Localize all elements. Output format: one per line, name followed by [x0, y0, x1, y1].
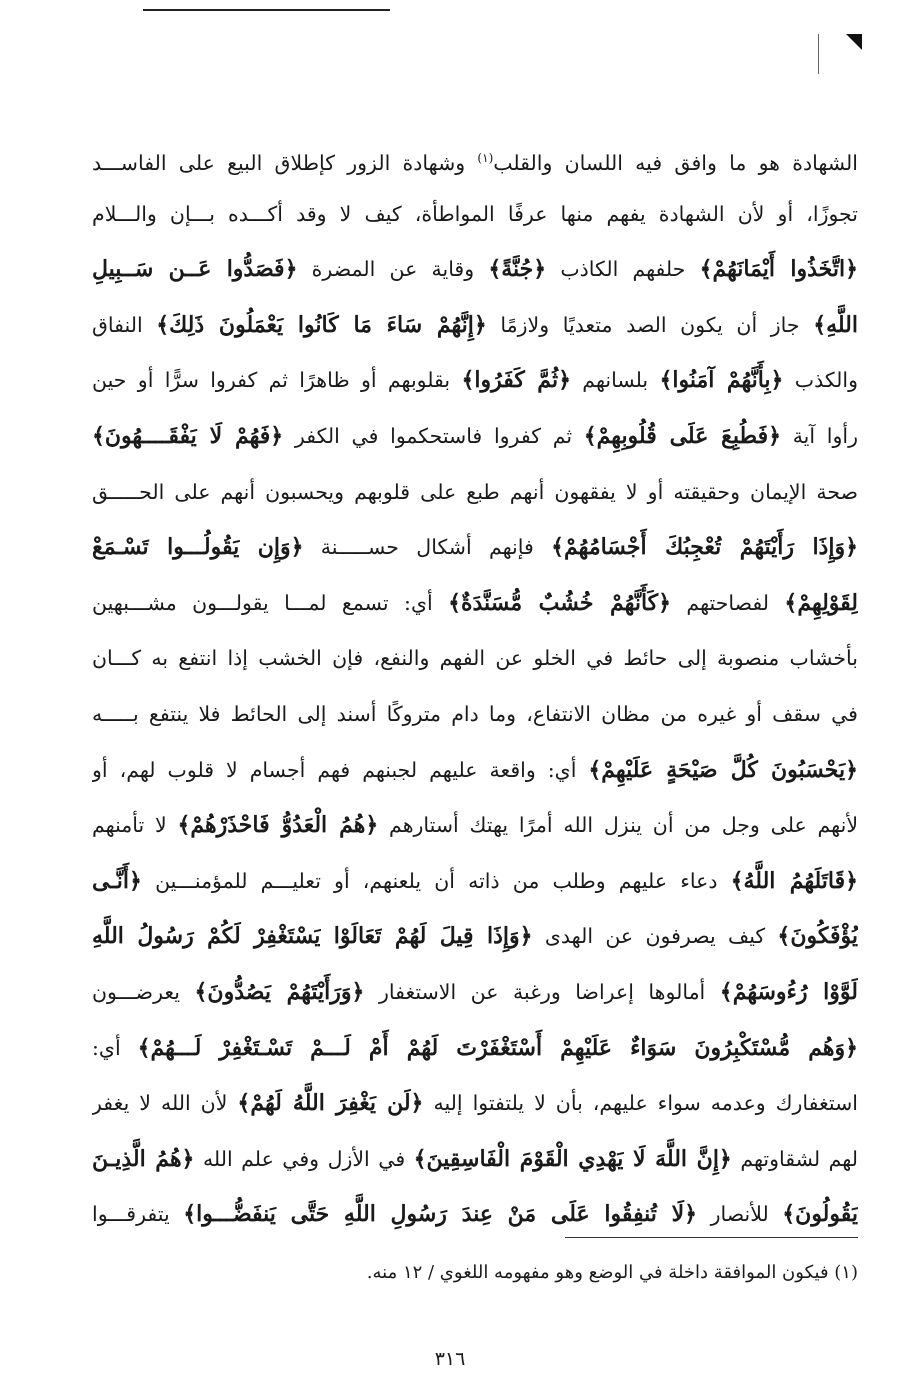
- commentary-text: حلفهم الكاذب: [546, 257, 700, 282]
- margin-line: [818, 34, 819, 74]
- text-line: [92, 1026, 858, 1082]
- commentary-text: فإنهم أشكال حســـــنة: [303, 535, 552, 560]
- text-line: [92, 414, 858, 470]
- commentary-text: لا تأمنهم: [92, 813, 178, 838]
- quran-quote: ﴿إِنَّ اللَّهَ لَا يَهْدِي الْقَوْمَ الْفَاسِقِينَ﴾: [413, 1145, 732, 1172]
- text-line: [92, 303, 858, 359]
- commentary-text: يعرضـــون: [92, 979, 195, 1004]
- quran-quote: ﴿أَنَّـى: [92, 867, 142, 894]
- text-line: [92, 192, 858, 248]
- quran-quote: ﴿وَهُم مُّسْتَكْبِرُونَ سَوَاءٌ عَلَيْهِمْ أَسْتَغْفَرْتَ لَهُمْ أَمْ لَـــمْ تَسْـتَغْفِرْ لَـــهُمْ﴾: [137, 1034, 858, 1061]
- quran-quote: ﴿قَاتَلَهُمُ اللَّهُ﴾: [730, 867, 858, 894]
- commentary-text: تجوزًا، أو لأن الشهادة يفهم منها عرفًا المواطأة، كيف لا وقد أكـــده بـــإن والـــلام: [92, 201, 858, 226]
- commentary-text: لأن الله لا يغفر: [92, 1091, 238, 1116]
- quran-quote: ﴿كَأَنَّهُمْ خُشُبٌ مُّسَنَّدَةٌ﴾: [448, 589, 672, 616]
- commentary-text: استغفارك وعدمه سواء عليهم، بأن لا يلتفتوا إليه: [423, 1091, 858, 1116]
- text-line: [92, 970, 858, 1026]
- quran-quote: اللَّهِ﴾: [813, 311, 858, 338]
- quran-quote: ﴿فَصَدُّوا عَــن سَــبِيلِ: [92, 256, 298, 283]
- commentary-text: لأنهم على وجل من أن ينزل الله أمرًا يهتك أستارهم: [378, 813, 858, 838]
- text-line: [92, 470, 858, 526]
- quran-quote: يُؤْفَكُونَ﴾: [777, 923, 858, 950]
- text-line: [92, 358, 858, 414]
- commentary-text: أي:: [92, 1035, 138, 1060]
- commentary-text: والكذب: [783, 368, 858, 393]
- commentary-text: كيف يصرفون عن الهدى: [532, 924, 778, 949]
- commentary-text: جاز أن يكون الصد متعديًا ولازمًا: [486, 312, 814, 337]
- text-line: [92, 1192, 858, 1248]
- commentary-text: رأوا آية: [780, 423, 858, 448]
- commentary-text: دعاء عليهم وطلب من ذاته أن يلعنهم، أو تعليـــم للمؤمنـــين: [141, 868, 731, 893]
- text-line: [92, 803, 858, 859]
- quran-quote: لِقَوْلِهِمْ﴾: [784, 589, 858, 616]
- quran-quote: ﴿اتَّخَذُوا أَيْمَانَهُمْ﴾: [699, 256, 858, 283]
- commentary-text: بلسانهم: [570, 368, 660, 393]
- commentary-text: أي: واقعة عليهم لجبنهم فهم أجسام لا قلوب لهم، أو: [92, 757, 589, 782]
- commentary-text: ثم كفروا فاستحكموا في الكفر: [283, 423, 584, 448]
- commentary-text: بأخشاب منصوبة إلى حائط في الخلو عن الفهم والنفع، فإن الخشب إذا انتفع به كـــان: [92, 646, 858, 671]
- commentary-text: النفاق: [92, 312, 157, 337]
- footnote-reference: (١): [477, 151, 494, 165]
- text-line: [92, 581, 858, 637]
- quran-quote: ﴿وَرَأَيْتَهُمْ يَصُدُّونَ﴾: [194, 978, 365, 1005]
- commentary-text: لفصاحتهم: [671, 590, 785, 615]
- quran-quote: ﴿إِنَّهُمْ سَاءَ مَا كَانُوا يَعْمَلُونَ ذَلِكَ﴾: [156, 311, 487, 338]
- commentary-text: وقاية عن المضرة: [297, 257, 489, 282]
- quran-quote: ﴿ثُمَّ كَفَرُوا﴾: [461, 367, 571, 394]
- text-line: [92, 1137, 858, 1193]
- commentary-text: في الأزل وفي علم الله: [194, 1146, 414, 1171]
- commentary-text: صحة الإيمان وحقيقته أو لا يفقهون أنهم طبع على قلوبهم ويحسبون أنهم على الحـــــق: [92, 479, 858, 504]
- top-rule: [143, 9, 390, 11]
- page-corner-marker: [846, 34, 862, 50]
- quran-quote: ﴿فَهُمْ لَا يَفْقَــــهُونَ﴾: [92, 422, 284, 449]
- quran-quote: ﴿يَحْسَبُونَ كُلَّ صَيْحَةٍ عَلَيْهِمْ﴾: [588, 756, 858, 783]
- footnote: (١) فيكون الموافقة داخلة في الوضع وهو مفهومه اللغوي / ١٢ منه.: [366, 1262, 858, 1283]
- quran-quote: يَقُولُونَ﴾: [782, 1201, 858, 1228]
- text-line: [92, 859, 858, 915]
- text-line: [92, 692, 858, 748]
- commentary-text: بقلوبهم أو ظاهرًا ثم كفروا سرًّا أو حين: [92, 368, 462, 393]
- quran-quote: ﴿هُمُ الَّذِيـنَ: [92, 1145, 195, 1172]
- quran-quote: ﴿وَإِذَا رَأَيْتَهُمْ تُعْجِبُكَ أَجْسَامُهُمْ﴾: [551, 534, 858, 561]
- commentary-text: لهم لشقاوتهم: [731, 1146, 858, 1171]
- text-line: [92, 914, 858, 970]
- quran-quote: ﴿هُمُ الْعَدُوُّ فَاحْذَرْهُمْ﴾: [177, 812, 379, 839]
- commentary-text: للأنصار: [697, 1202, 783, 1227]
- commentary-text: وشهادة الزور كإطلاق البيع على الفاســـد: [92, 150, 478, 175]
- text-line: [92, 247, 858, 303]
- commentary-text: أي: تسمع لمـــا يقولـــون مشـــبهين: [92, 590, 449, 615]
- quran-quote: لَوَّوْا رُءُوسَهُمْ﴾: [719, 978, 858, 1005]
- quran-quote: ﴿بِأَنَّهُمْ آمَنُوا﴾: [659, 367, 784, 394]
- footnote-rule: [565, 1237, 858, 1238]
- quran-quote: ﴿جُنَّةً﴾: [488, 256, 547, 283]
- page-body-text: [92, 136, 858, 1248]
- text-line: [92, 1081, 858, 1137]
- quran-quote: ﴿وَإِذَا قِيلَ لَهُمْ تَعَالَوْا يَسْتَغْفِرْ لَكُمْ رَسُولُ اللَّهِ: [92, 923, 533, 950]
- page-number: ٣١٦: [434, 1348, 466, 1370]
- quran-quote: ﴿وَإِن يَقُولُـــوا تَسْـمَعْ: [92, 534, 304, 561]
- quran-quote: ﴿لَن يَغْفِرَ اللَّهُ لَهُمْ﴾: [237, 1090, 424, 1117]
- quran-quote: ﴿لَا تُنفِقُوا عَلَى مَنْ عِندَ رَسُولِ اللَّهِ حَتَّى يَنفَضُّـــوا﴾: [183, 1201, 698, 1228]
- commentary-text: أمالوها إعراضا ورغبة عن الاستغفار: [364, 979, 720, 1004]
- text-line: [92, 748, 858, 804]
- quran-quote: ﴿فَطُبِعَ عَلَى قُلُوبِهِمْ﴾: [583, 422, 781, 449]
- commentary-text: يتفرقـــوا: [92, 1202, 184, 1227]
- commentary-text: الشهادة هو ما وافق فيه اللسان والقلب: [493, 150, 858, 175]
- text-line: [92, 136, 858, 192]
- commentary-text: في سقف أو غيره من مظان الانتفاع، وما دام متروكًا أسند إلى الحائط فلا ينتفع بـــــه: [92, 701, 858, 726]
- text-line: [92, 525, 858, 581]
- text-line: [92, 636, 858, 692]
